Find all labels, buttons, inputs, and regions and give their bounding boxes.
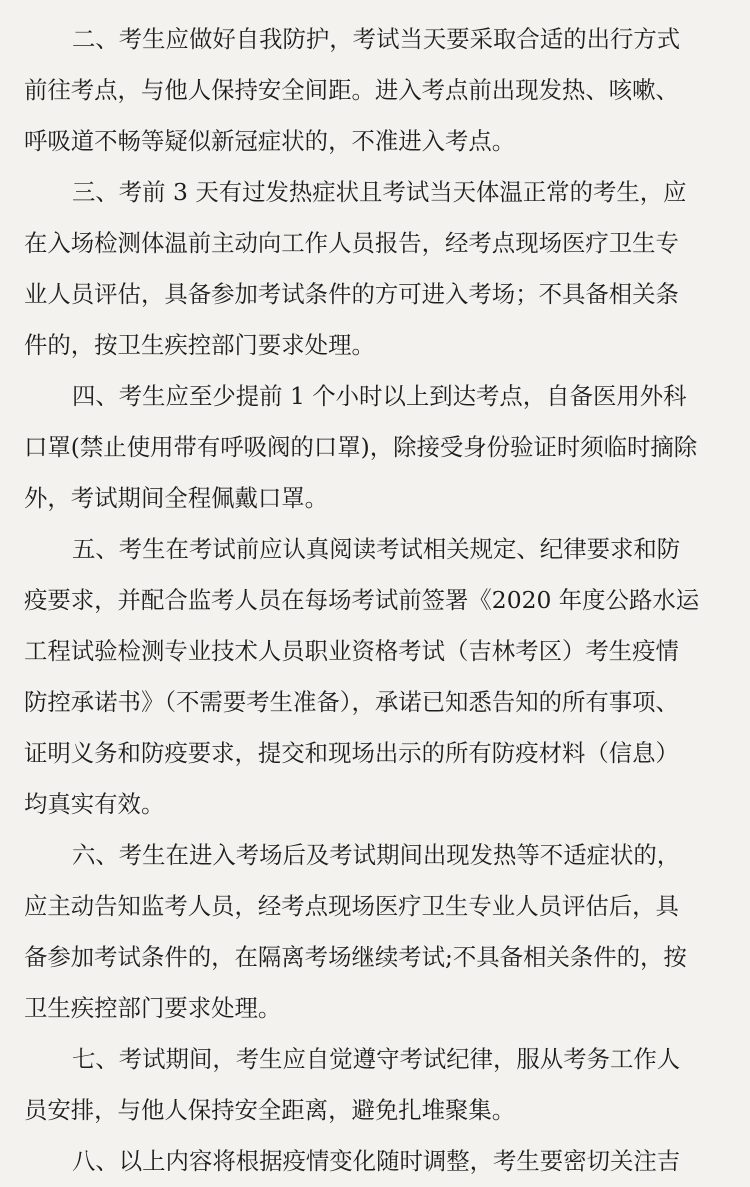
text-line: 呼吸道不畅等疑似新冠症状的，不准进入考点。 [24,127,516,155]
text-line: 应主动告知监考人员，经考点现场医疗卫生专业人员评估后，具 [24,892,679,920]
paragraph-item-8 [24,1136,730,1187]
text-line: 证明义务和防疫要求，提交和现场出示的所有防疫材料（信息） [24,739,679,767]
paragraph-item-5 [24,524,730,830]
text-line: 均真实有效。 [24,790,165,818]
text-line: 口罩(禁止使用带有呼吸阀的口罩)，除接受身份验证时须临时摘除 [24,433,698,461]
paragraph-item-7 [24,1034,730,1136]
paragraph-item-3 [24,167,730,371]
text-line: 四、考生应至少提前 1 个小时以上到达考点，自备医用外科 [72,382,687,410]
text-line: 卫生疾控部门要求处理。 [24,994,282,1022]
text-line: 外，考试期间全程佩戴口罩。 [24,484,329,512]
text-line: 五、考生在考试前应认真阅读考试相关规定、纪律要求和防 [72,535,681,563]
text-line: 七、考试期间，考生应自觉遵守考试纪律，服从考务工作人 [72,1045,681,1073]
text-line: 在入场检测体温前主动向工作人员报告，经考点现场医疗卫生专 [24,229,679,257]
text-line: 前往考点，与他人保持安全间距。进入考点前出现发热、咳嗽、 [24,76,679,104]
paragraph-item-4 [24,371,730,524]
paragraph-item-6 [24,830,730,1034]
text-line: 业人员评估，具备参加考试条件的方可进入考场；不具备相关条 [24,280,679,308]
text-line: 工程试验检测专业技术人员职业资格考试（吉林考区）考生疫情 [24,637,679,665]
text-line: 六、考生在进入考场后及考试期间出现发热等不适症状的， [72,841,681,869]
text-line: 疫要求，并配合监考人员在每场考试前签署《2020 年度公路水运 [24,586,700,614]
document-body [24,14,730,1187]
text-line: 八、以上内容将根据疫情变化随时调整，考生要密切关注吉 [72,1147,681,1175]
text-line: 件的，按卫生疾控部门要求处理。 [24,331,375,359]
text-line: 员安排，与他人保持安全距离，避免扎堆聚集。 [24,1096,516,1124]
paragraph-item-2 [24,14,730,167]
text-line: 三、考前 3 天有过发热症状且考试当天体温正常的考生，应 [72,178,687,206]
text-line: 防控承诺书》（不需要考生准备），承诺已知悉告知的所有事项、 [24,688,679,716]
text-line: 备参加考试条件的，在隔离考场继续考试;不具备相关条件的，按 [24,943,687,971]
text-line: 二、考生应做好自我防护，考试当天要采取合适的出行方式 [72,25,681,53]
